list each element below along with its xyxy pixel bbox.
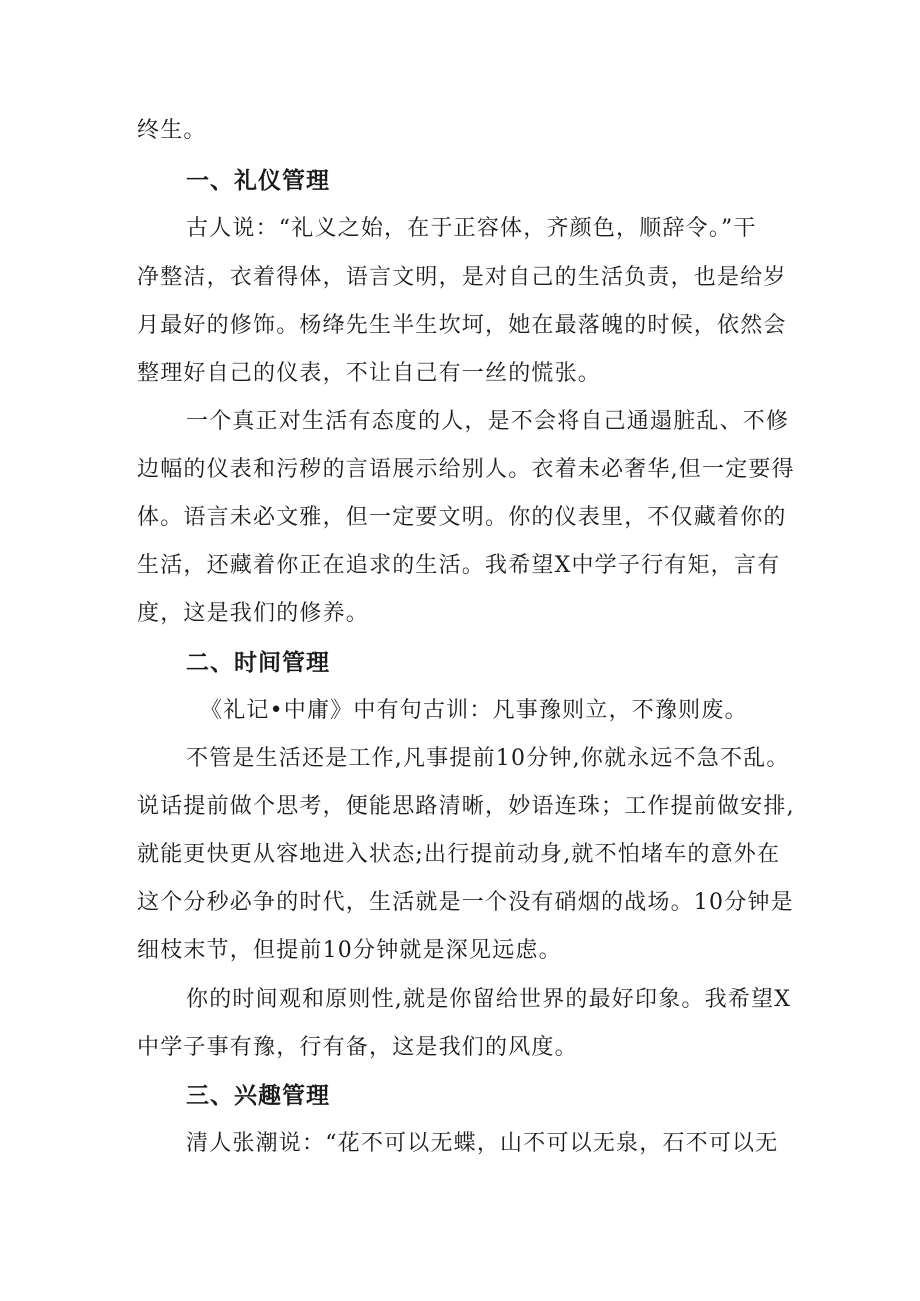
paragraph-line: 月最好的修饰。杨绛先生半生坎坷，她在最落魄的时候，依然会	[137, 313, 787, 338]
paragraph-line: 《礼记•中庸》中有句古训：凡事豫则立，不豫则废。	[200, 698, 748, 723]
paragraph-line: 古人说：“礼义之始，在于正容体，齐颜色，顺辞令。”干	[186, 216, 757, 241]
paragraph-line: 生活，还藏着你正在追求的生活。我希望X中学子行有矩，言有	[137, 553, 781, 578]
paragraph-line: 细枝末节，但提前10分钟就是深见远虑。	[137, 938, 562, 963]
paragraph-line: 边幅的仪表和污秽的言语展示给别人。衣着未必奢华,但一定要得	[137, 457, 795, 482]
paragraph-line: 这个分秒必争的时代，生活就是一个没有硝烟的战场。10分钟是	[137, 890, 794, 915]
paragraph-line: 终生。	[137, 118, 207, 143]
paragraph-line: 整理好自己的仪表，不让自己有一丝的慌张。	[137, 361, 602, 386]
paragraph-line: 一个真正对生活有态度的人，是不会将自己通遢脏乱、不修	[186, 409, 790, 434]
paragraph-line: 不管是生活还是工作,凡事提前10分钟,你就永远不急不乱。	[186, 746, 790, 771]
paragraph-line: 体。语言未必文雅，但一定要文明。你的仪表里，不仅藏着你的	[137, 505, 787, 530]
paragraph-line: 中学子事有豫，行有备，这是我们的风度。	[137, 1035, 578, 1060]
paragraph-line: 清人张潮说：“花不可以无蝶，山不可以无泉，石不可以无	[186, 1131, 779, 1156]
paragraph-line: 说话提前做个思考，便能思路清晰，妙语连珠；工作提前做安排,	[137, 794, 795, 819]
section-heading-etiquette: 一、礼仪管理	[186, 168, 330, 194]
section-heading-time: 二、时间管理	[186, 650, 330, 676]
section-heading-interest: 三、兴趣管理	[186, 1083, 330, 1109]
paragraph-line: 净整洁，衣着得体，语言文明，是对自己的生活负责，也是给岁	[137, 265, 787, 290]
paragraph-line: 就能更快更从容地进入状态;出行提前动身,就不怕堵车的意外在	[137, 842, 781, 867]
paragraph-line: 你的时间观和原则性,就是你留给世界的最好印象。我希望X	[186, 987, 792, 1012]
paragraph-line: 度，这是我们的修养。	[137, 601, 370, 626]
